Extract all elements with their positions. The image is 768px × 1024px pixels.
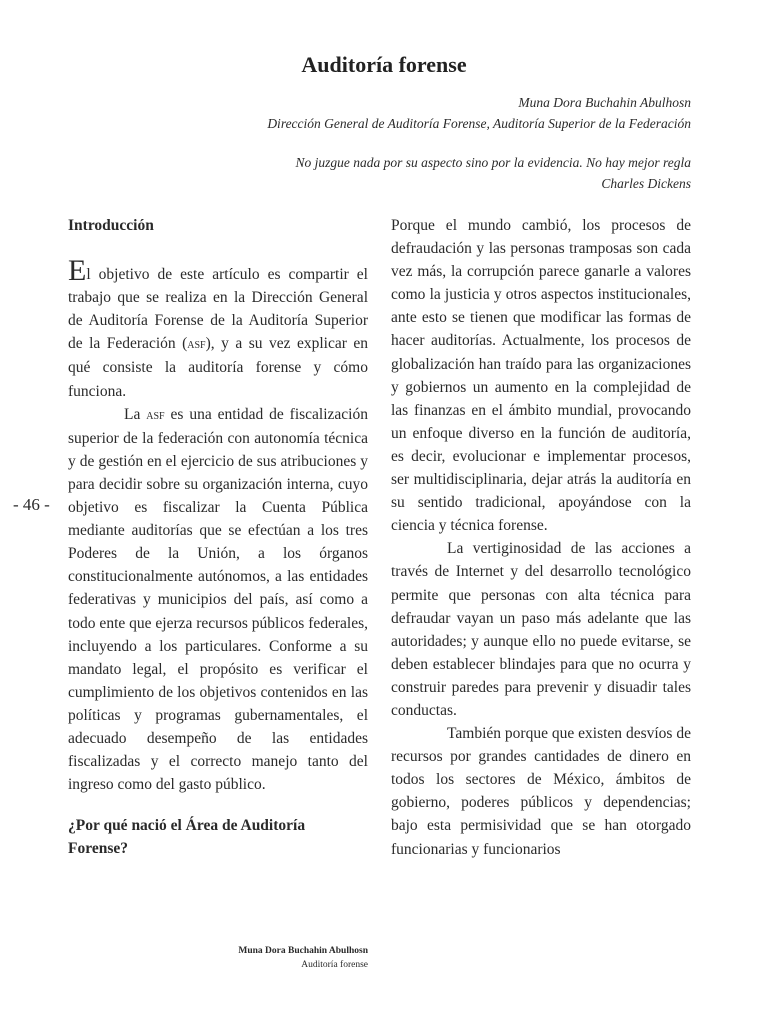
page-number: - 46 - [13,495,50,514]
author-name: Muna Dora Buchahin Abulhosn [518,95,691,110]
right-paragraph-2: La vertiginosidad de las acciones a través de Internet y del desarrollo tecnológico permite que personas con alta técnica para defraudar vayan un paso más adelante que las autoridades; y aunque ello no puede evitarse, se deben establecer blindajes para que no ocurra y construir paredes para prevenir y disuadir tales conductas. [391,540,691,719]
article-title: Auditoría forense [301,52,467,77]
right-paragraph-1: Porque el mundo cambió, los procesos de defraudación y las personas tramposas son cada vez más, la corrupción parece ganarle a valores como la justicia y otros aspectos institucionales, ante esto se tienen que modificar las formas de hacer auditorías. Actualmente, los procesos de globalización han traído para las organizaciones y gobiernos un aumento en la complejidad de las finanzas en el ámbito mundial, provocando un enfoque diverso en la función de auditoría, es decir, evolucionar e implementar procesos, ser multidisciplinaria, dejar atrás la auditoría en su sentido tradicional, apoyándose con la ciencia y técnica forense. [391,217,691,535]
intro-text-a: l objetivo de este artículo es compartir el trabajo que se realiza en la Dirección General de Auditoría Forense de la Auditoría Superior de la Federación ( [68,266,368,353]
intro-text-b: ), y a su vez explicar en qué consiste la auditoría forense y cómo funciona. [68,335,368,400]
asf-text-b: es una entidad de fiscalización superior de la federación con autonomía técnica y de gestión en el ejercicio de sus atribuciones y para decidir sobre su organización interna, cuyo objetivo es fiscalizar la Cuenta Pública mediante auditorías que se efectúan a los tres Poderes de la Unión, a los órganos constitucionalmente autónomos, a las entidades federativas y municipios del país, así como a todo ente que ejerza recursos públicos federales, incluyendo a los particulares. Conforme a su mandato legal, el propósito es verificar el cumplimiento de los objetivos contenidos en las políticas y programas gubernamentales, el adecuado desempeño de las entidades fiscalizadas y el correcto manejo tanto del ingreso como del gasto público. [68,405,368,794]
right-paragraph-3: También porque que existen desvíos de recursos por grandes cantidades de dinero en todos los sectores de México, ámbitos de gobierno, poderes públicos y dependencias; bajo esta permisividad que se han otorgado funcionarias y funcionarios [391,725,691,858]
epigraph-quote: No juzgue nada por su aspecto sino por la evidencia. No hay mejor regla [295,155,691,170]
epigraph-author: Charles Dickens [601,176,691,191]
acronym-asf-2: asf [146,407,165,423]
intro-heading: Introducción [68,217,154,234]
right-column [391,214,691,861]
section-heading: ¿Por qué nació el Área de Auditoría Forense? [68,817,306,858]
drop-cap: E [68,254,87,288]
footer-author: Muna Dora Buchahin Abulhosn [238,946,368,956]
byline [267,92,691,134]
epigraph [296,152,691,194]
footer-article: Auditoría forense [301,960,368,970]
asf-paragraph [68,403,368,797]
intro-paragraph [68,254,368,403]
left-column [68,214,368,860]
acronym-asf: asf [187,337,206,353]
author-affiliation: Dirección General de Auditoría Forense, Auditoría Superior de la Federación [267,116,691,131]
asf-text-a: La [124,405,147,423]
running-footer [238,944,368,972]
